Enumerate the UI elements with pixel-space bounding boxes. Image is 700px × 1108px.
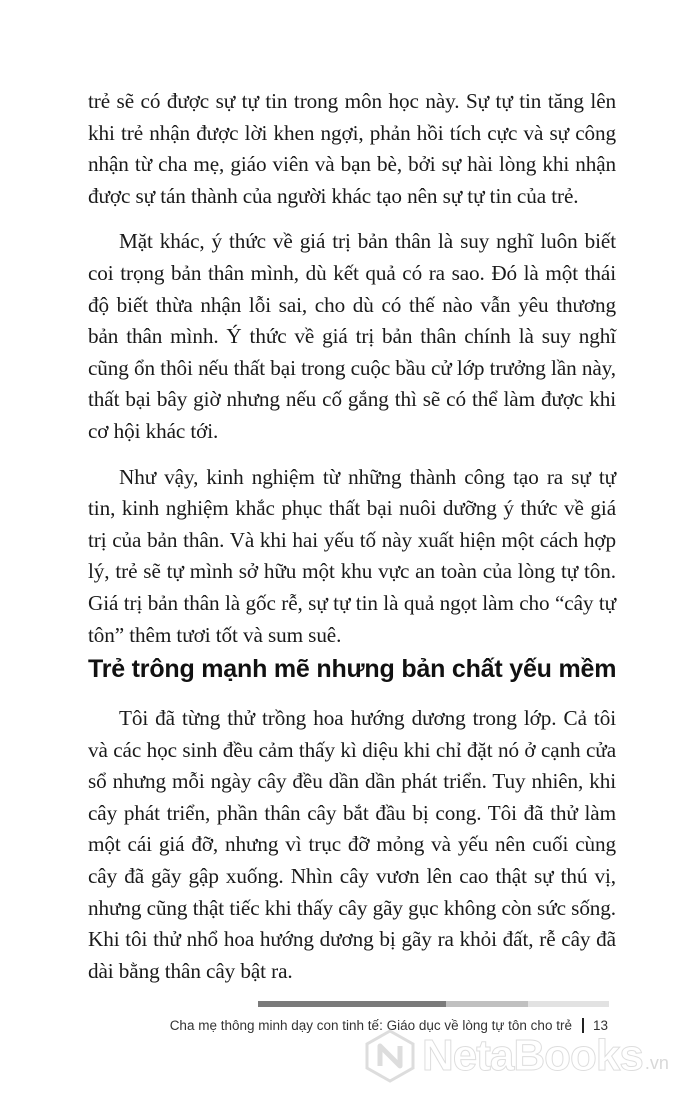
watermark bbox=[362, 1028, 669, 1084]
paragraph: Như vậy, kinh nghiệm từ những thành công tạo ra sự tự tin, kinh nghiệm khắc phục thất bại nuôi dưỡng ý thức về giá trị của bản thân. Và khi hai yếu tố này xuất hiện một cách hợp lý, trẻ sẽ tự mình sở hữu một khu vực an toàn của lòng tự tôn. Giá trị bản thân là gốc rễ, sự tự tin là quả ngọt làm cho “cây tự tôn” thêm tươi tốt và sum suê. bbox=[88, 464, 616, 647]
footer-progress-bar bbox=[258, 1001, 609, 1007]
paragraph: Tôi đã từng thử trồng hoa hướng dương trong lớp. Cả tôi và các học sinh đều cảm thấy kì diệu khi chỉ đặt nó ở cạnh cửa sổ nhưng mỗi ngày cây đều dần dần phát triển. Tuy nhiên, khi cây phát triển, phần thân cây bắt đầu bị cong. Tôi đã thử làm một cái giá đỡ, nhưng vì trục đỡ mỏng và yếu nên cuối cùng cây đã gãy gập xuống. Nhìn cây vươn lên cao thật sự thú vị, nhưng cũng thật tiếc khi thấy cây gãy gục không còn sức sống. Khi tôi thử nhổ hoa hướng dương bị gãy ra khỏi đất, rễ cây đã dài bằng thân cây bật ra. bbox=[88, 706, 616, 983]
footer-bar-segment bbox=[528, 1001, 609, 1007]
watermark-brand: NetaBooks bbox=[422, 1031, 643, 1080]
netabooks-logo-icon bbox=[362, 1028, 418, 1084]
footer-book-title: Cha mẹ thông minh dạy con tinh tế: Giáo dục về lòng tự tôn cho trẻ bbox=[169, 1018, 572, 1033]
page-number: 13 bbox=[592, 1018, 608, 1033]
paragraph: trẻ sẽ có được sự tự tin trong môn học này. Sự tự tin tăng lên khi trẻ nhận được lời khen ngợi, phản hồi tích cực và sự công nhận từ cha mẹ, giáo viên và bạn bè, bởi sự hài lòng khi nhận được sự tán thành của người khác tạo nên sự tự tin của trẻ. bbox=[88, 89, 616, 208]
section-body-text bbox=[88, 703, 616, 987]
body-text-block bbox=[88, 86, 616, 651]
paragraph: Mặt khác, ý thức về giá trị bản thân là suy nghĩ luôn biết coi trọng bản thân mình, dù kết quả có ra sao. Đó là một thái độ biết thừa nhận lỗi sai, cho dù có thế nào vẫn yêu thương bản thân mình. Ý thức về giá trị bản thân chính là suy nghĩ cũng ổn thôi nếu thất bại trong cuộc bầu cử lớp trưởng lần này, thất bại bây giờ nhưng nếu cố gắng thì sẽ có thể làm được khi cơ hội khác tới. bbox=[88, 229, 616, 443]
footer-bar-segment bbox=[258, 1001, 446, 1007]
watermark-suffix: .vn bbox=[644, 1052, 669, 1073]
footer-bar-segment bbox=[446, 1001, 528, 1007]
section-heading: Trẻ trông mạnh mẽ nhưng bản chất yếu mềm bbox=[88, 655, 617, 683]
